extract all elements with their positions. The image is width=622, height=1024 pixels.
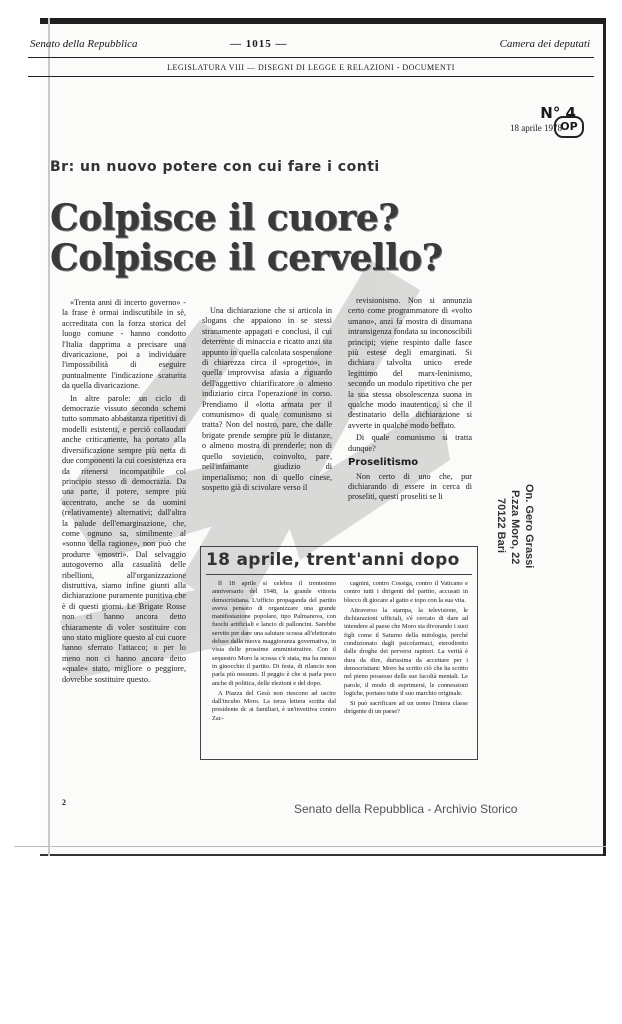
sidebar-box-rule [206, 574, 472, 575]
scan-top-edge [40, 18, 606, 24]
article-headline [50, 198, 442, 278]
scan-left-edge [48, 18, 50, 856]
archive-label: Senato della Repubblica - Archivio Storico [294, 802, 518, 816]
scan-bottom-line [14, 846, 606, 847]
header-rule-bottom [28, 76, 594, 77]
article-paragraph: In altre parole: un ciclo di democrazie vissuto secondo schemi tutto sommato abbastanza ripetitivi di modelli esistenti, e perciò collaudati anche criticamente, ha portato alla diversificazione sempre più netta di due componenti la cui coesistenza era da ritenersi incompatibile col principio stesso di democrazia. Da una parte, il potere, sempre più accentrato, anche se da uomini (relativamente) alternativi; dall'altra la palude dell'emarginazione, che, come ognuno sa, similmente al «sonno della ragione», non può che produrre «mostri». Dal selvaggio autogoverno alla casualità delle ribellioni, all'organizzazione distruttiva, siamo infine giunti alla dichiarazione puramente punitiva che è di questi giorni. Le Brigate Rosse non ci hanno ancora detto chiaramente di voler sostituire con uno stato migliore questo al cui cuore hanno sferrato l'attacco; o per lo meno non ci hanno ancora detto «quale» stato, migliore o peggiore, dovrebbe sostituire questo. [62, 393, 186, 684]
article-paragraph: revisionismo. Non si annunzia certo come programmatore di «volto umano», anzi fa mostra di disumana intransigenza fondata su inconoscibili principi; viene respinto dalle fasce più estese degli emarginati. Si dichiara talvolta unico erede legittimo del marx-leninismo, secondo un modulo ripetitivo che per la sua stessa obsolescenza suona in qualche modo inautentico, sì che il destinatario della dichiarazione si avverte in qualche modo beffato. [348, 296, 472, 430]
article-column-1 [62, 298, 186, 687]
article-paragraph: Non certo di uno che, pur dichiarando di essere in cerca di proseliti, questi proseliti se li [348, 471, 472, 502]
op-logo: OP [554, 116, 584, 138]
box-paragraph: Il 18 aprile si celebra il trentesimo anniversario del 1948, la grande vittoria democristiana. L'ufficio propaganda del partito aveva pensato di organizzare una grande manifestazione popolare, tipo Palmanova, con fuochi artificiali e lancio di palloncini. Sarebbe servito per dare una salutare scossa all'elettorato deluso dalla nuova maggioranza governativa, in vista delle prossime amministrative. Con il sequestro Moro la scossa c'è stata, ma ha messo in ginocchio il partito. Di festa, di rilancio non parla più nessuno. Il peggio è che si parla poco anche di politica, delle elezioni e del dopo. [212, 580, 336, 687]
sidebar-box-column-1 [212, 580, 336, 725]
article-paragraph: Di quale comunismo si tratta dunque? [348, 433, 472, 453]
box-paragraph: Attraverso la stampa, la televisione, le dichiarazioni ufficiali, s'è cercato di dare ad intendere al paese che Moro sta divorando i suoi figli come il Saturno della mitologia, perché condizionato dagli psicofarmaci, eterodiretto dalle droghe dei perversi rapitori. La verità è dura da dire, durissima da accettare per i democristiani: Moro ha scritto ciò che ha scritto nel pieno possesso delle sue facoltà mentali. Le parole, il modo di esprimersi, le connessioni logiche, portano tutte il suo marchio originale. [344, 606, 468, 697]
header-page-number: — 1015 — [230, 38, 288, 50]
stamp-line-3: 70122 Bari [495, 498, 507, 554]
headline-line-1: Colpisce il cuore? [50, 197, 399, 239]
header-legislature: LEGISLATURA VIII — DISEGNI DI LEGGE E RELAZIONI - DOCUMENTI [167, 63, 455, 72]
page-number: 2 [62, 798, 66, 807]
box-paragraph: A Piazza del Gesù non riescono ad uscire dall'incubo Moro. La terza lettera scritta dal presidente dc ai familiari, è un'invettiva contro Zac- [212, 689, 336, 722]
header-senate: Senato della Repubblica [30, 38, 138, 50]
stamp-line-2: P.zza Moro, 22 [509, 490, 521, 565]
box-paragraph: Si può sacrificare ad un uomo l'intera classe dirigente di un paese? [344, 700, 468, 716]
sidebar-box-column-2 [344, 580, 468, 719]
issue-number: N° 4 [540, 104, 576, 122]
header-rule-top [28, 57, 594, 58]
stamp-line-1: On. Gero Grassi [523, 484, 535, 569]
issue-date: 18 aprile 1978 [510, 123, 562, 133]
article-paragraph: «Trenta anni di incerto governo» - la frase è ormai indiscutibile in sè, accreditata con la forza storica del luogo comune - hanno condotto l'Italia dapprima a precisare una divaricazione, poi a individuare l'impossibilità di eseguire puntualmente l'indicazione scaturita da quella divaricazione. [62, 298, 186, 391]
article-paragraph: Una dichiarazione che si articola in slogans che appaiono in se stessi stranamente appagati e conclusi, il cui deterrente di minaccia e ricatto anzi sta appunto in quella calcolata sospensione di chiarezza circa il «progetto», in quella improvvisa afasia a riguardo dell'aggettivo chiarificatore o almeno indiziario circa l'operazione in corso. Prendiamo il «lotta armata per il comunismo» di quale comunismo si tratta? Non del nostro, pare, che dalle brigate prende sempre più le distanze, o almeno mostra di prenderle; non di quello sovietico, coinvolto, pare, nell'infamante giudizio di imperialismo; non di quello cinese, sospetto già di scivolare verso il [202, 306, 332, 492]
article-column-2 [202, 306, 332, 495]
sidebar-box-title: 18 aprile, trent'anni dopo [206, 550, 460, 570]
address-stamp [478, 480, 538, 640]
article-subhead: Proselitismo [348, 457, 419, 469]
header-camera: Camera dei deputati [499, 38, 590, 50]
box-paragraph: cagnini, contro Cossiga, contro il Vaticano e contro tutti i dirigenti del partito, accusati in blocco di giocare al gatto e topo con la sua vita. [344, 580, 468, 604]
article-column-3 [348, 296, 472, 505]
headline-line-2: Colpisce il cervello? [50, 237, 443, 279]
article-kicker: Br: un nuovo potere con cui fare i conti [50, 159, 380, 175]
